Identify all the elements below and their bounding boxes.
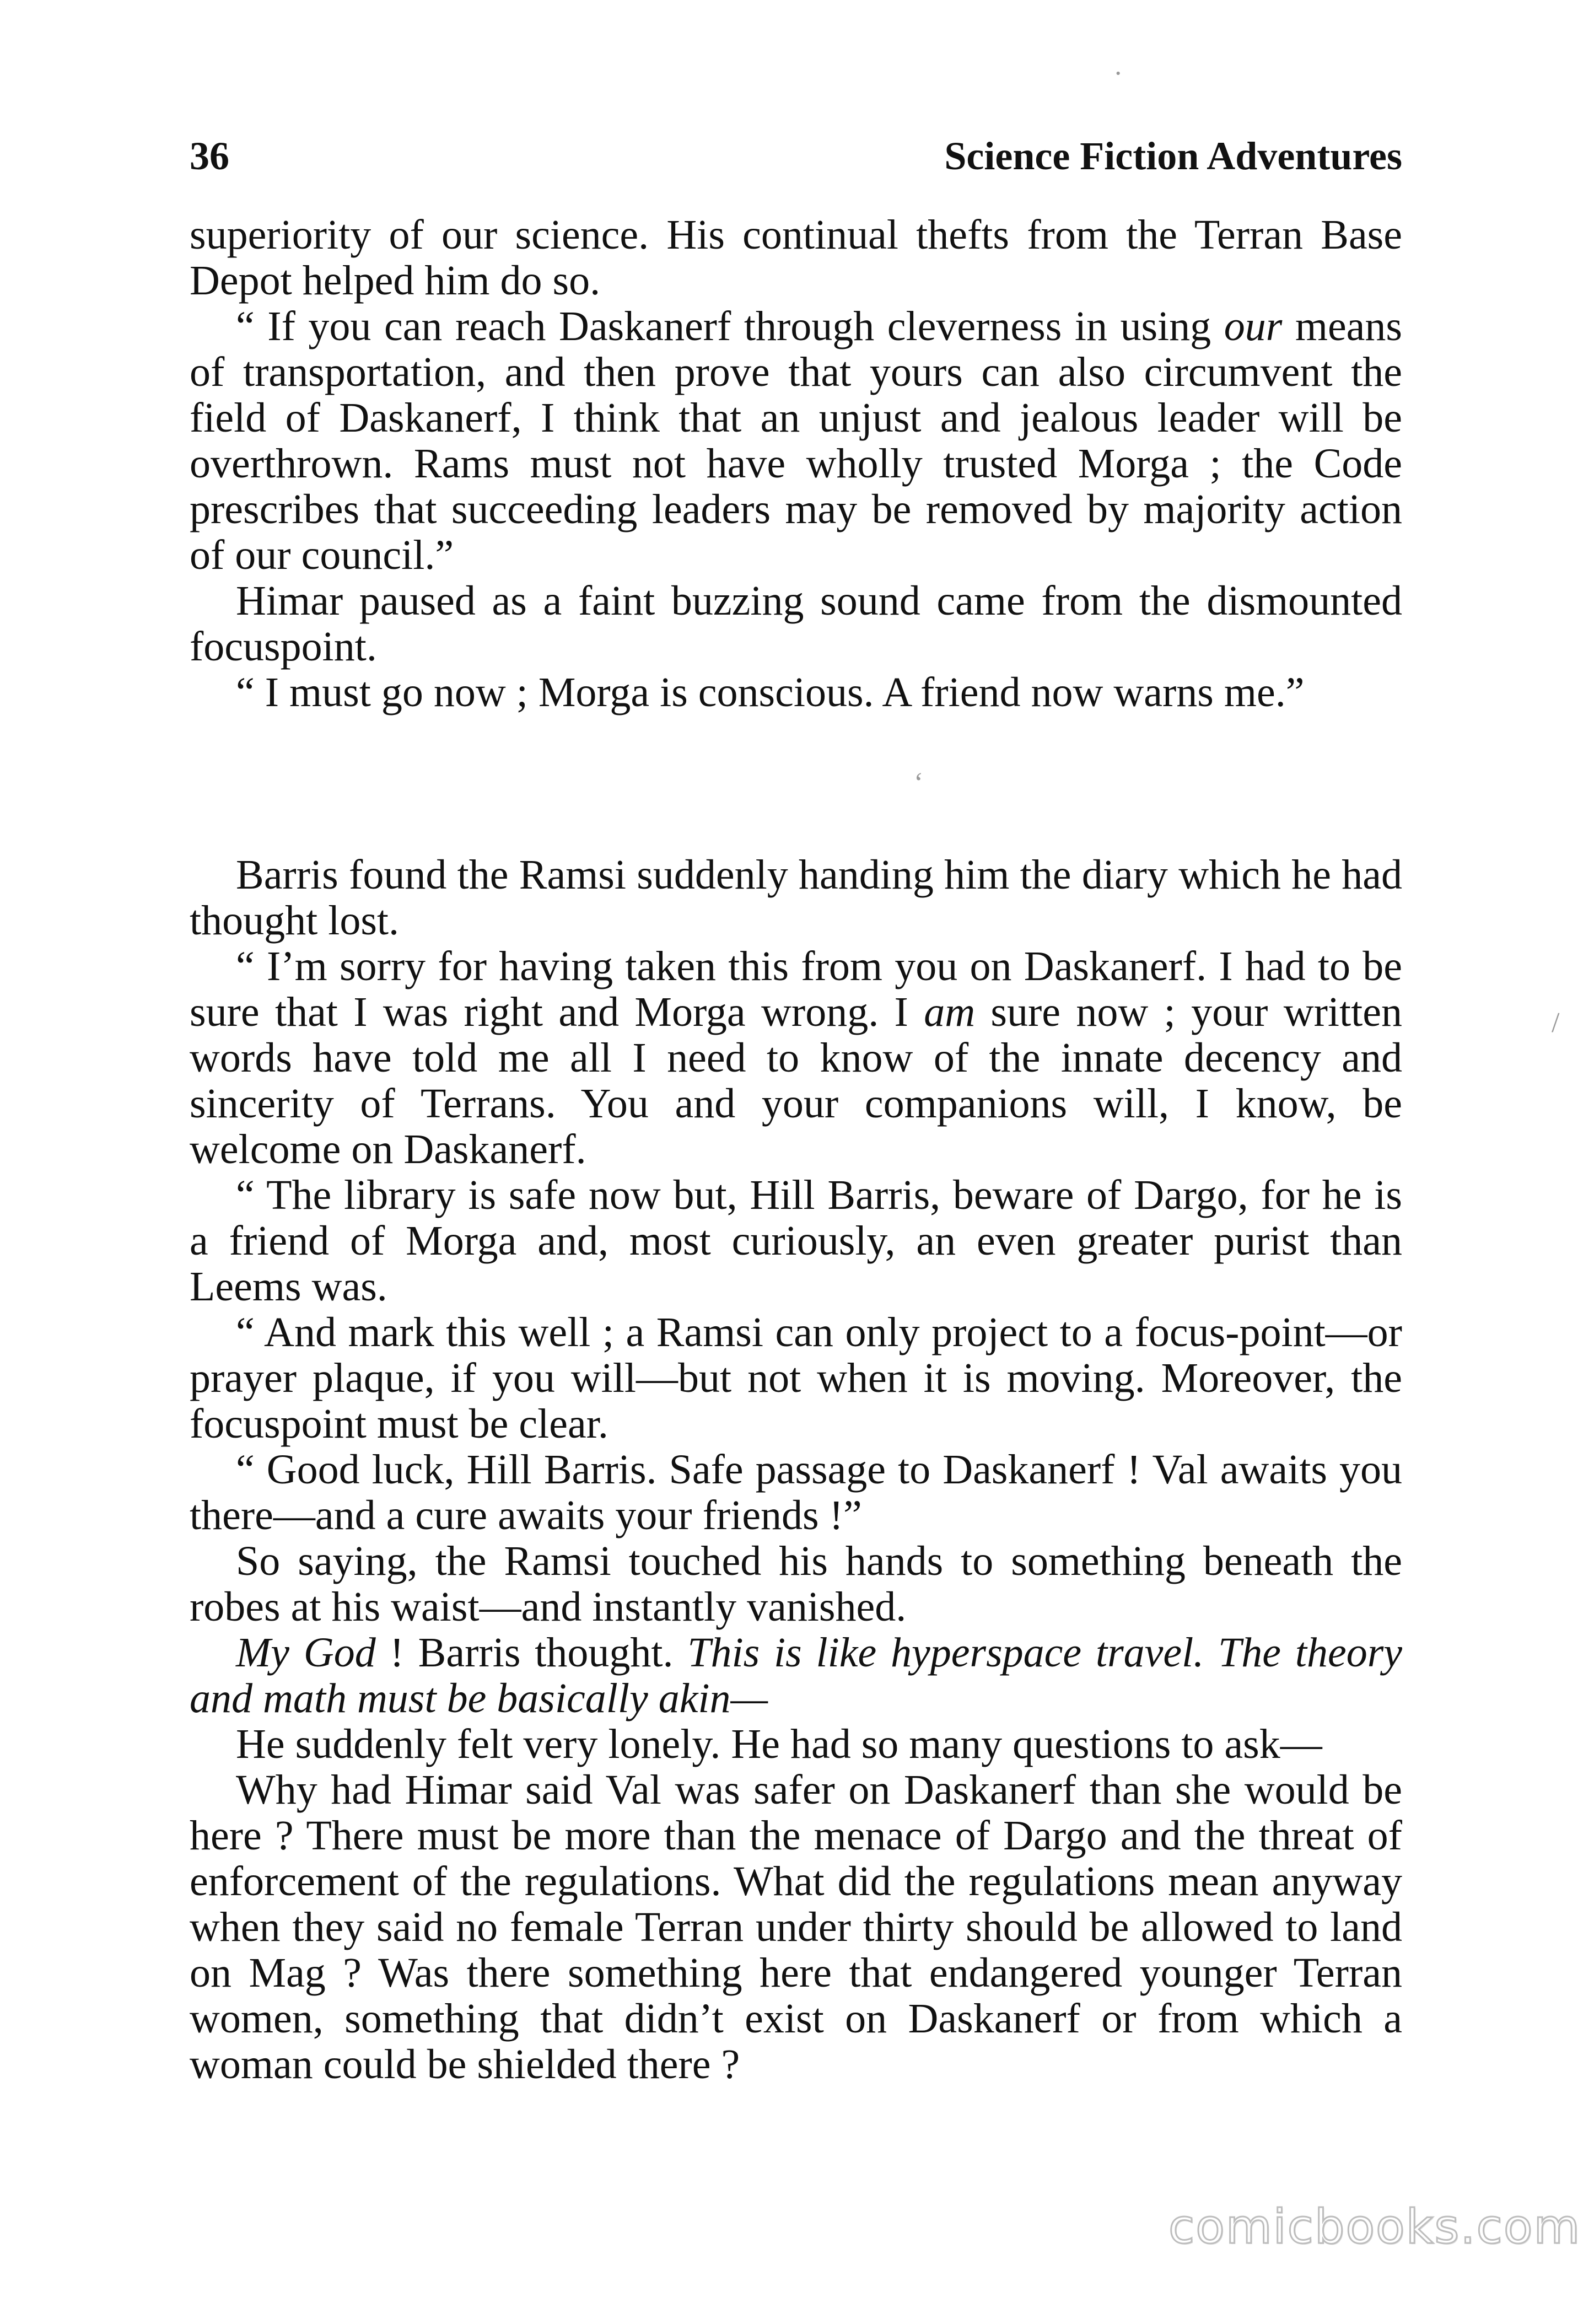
- paragraph: [190, 670, 1402, 716]
- watermark: comicbooks.com: [1168, 2199, 1581, 2255]
- print-speck: /: [1552, 1007, 1560, 1039]
- print-speck: ‘: [914, 767, 924, 799]
- paragraph: [190, 1172, 1402, 1310]
- paragraph: [190, 852, 1402, 944]
- text-run: Barris found the Ramsi suddenly handing him the diary which he had thought lost.: [190, 852, 1402, 944]
- paragraph: [190, 944, 1402, 1172]
- emphasis: My God: [236, 1629, 376, 1676]
- text-run: “ If you can reach Daskanerf through cleverness in using: [236, 303, 1224, 349]
- paragraph: [190, 1630, 1402, 1722]
- text-run: So saying, the Ramsi touched his hands to something beneath the robes at his waist—and instantly vanished.: [190, 1538, 1402, 1630]
- text-run: “ And mark this well ; a Ramsi can only project to a focus-point—or prayer plaque, if you will—but not when it is moving. Moreover, the focuspoint must be clear.: [190, 1309, 1402, 1447]
- text-run: Himar paused as a faint buzzing sound came from the dismounted focuspoint.: [190, 578, 1402, 670]
- text-run: “ I must go now ; Morga is conscious. A friend now warns me.”: [236, 669, 1305, 716]
- emphasis: am: [924, 989, 976, 1035]
- text-run: “ Good luck, Hill Barris. Safe passage to Daskanerf ! Val awaits you there—and a cure awaits your friends !”: [190, 1446, 1402, 1538]
- page-number: 36: [190, 134, 229, 178]
- body-text: [190, 212, 1402, 2088]
- paragraph: [190, 578, 1402, 670]
- text-run: “ The library is safe now but, Hill Barris, beware of Dargo, for he is a friend of Morga and, most curiously, an even greater purist than Leems was.: [190, 1172, 1402, 1310]
- text-run: ! Barris thought.: [375, 1629, 688, 1676]
- paragraph: [190, 304, 1402, 578]
- text-run: means of transportation, and then prove that yours can also circumvent the field of Daskanerf, I think that an unjust and jealous leader will be overthrown. Rams must not have wholly trusted Morga ; the Code prescribes that succeeding leaders may be removed by majority action of our council.”: [190, 303, 1402, 578]
- running-title: Science Fiction Adventures: [944, 134, 1402, 178]
- emphasis: our: [1224, 303, 1283, 349]
- running-head: [190, 126, 1402, 186]
- paragraph: [190, 1447, 1402, 1538]
- section-break: [190, 716, 1402, 852]
- paragraph: [190, 1310, 1402, 1447]
- paragraph: [190, 1767, 1402, 2088]
- text-run: “ I’m sorry for having taken this from you on Daskanerf. I had to be sure that I was right and Morga wrong. I: [190, 943, 1402, 1035]
- emphasis: This is like hyperspace travel. The theory and math must be basically akin—: [190, 1629, 1403, 1722]
- print-speck: ·: [1113, 58, 1123, 89]
- paragraph: [190, 212, 1402, 304]
- text-run: superiority of our science. His continual thefts from the Terran Base Depot helped him do so.: [190, 212, 1402, 304]
- text-run: sure now ; your written words have told me all I need to know of the innate decency and sincerity of Terrans. You and your companions will, I know, be welcome on Daskanerf.: [190, 989, 1402, 1172]
- paragraph: [190, 1722, 1402, 1767]
- paragraph: [190, 1538, 1402, 1630]
- text-run: He suddenly felt very lonely. He had so many questions to ask—: [236, 1721, 1322, 1767]
- text-run: Why had Himar said Val was safer on Daskanerf than she would be here ? There must be more than the menace of Dargo and the threat of enforcement of the regulations. What did the regulations mean anyway when they said no female Terran under thirty should be allowed to land on Mag ? Was there something here that endangered younger Terran women, something that didn’t exist on Daskanerf or from which a woman could be shielded there ?: [190, 1767, 1402, 2088]
